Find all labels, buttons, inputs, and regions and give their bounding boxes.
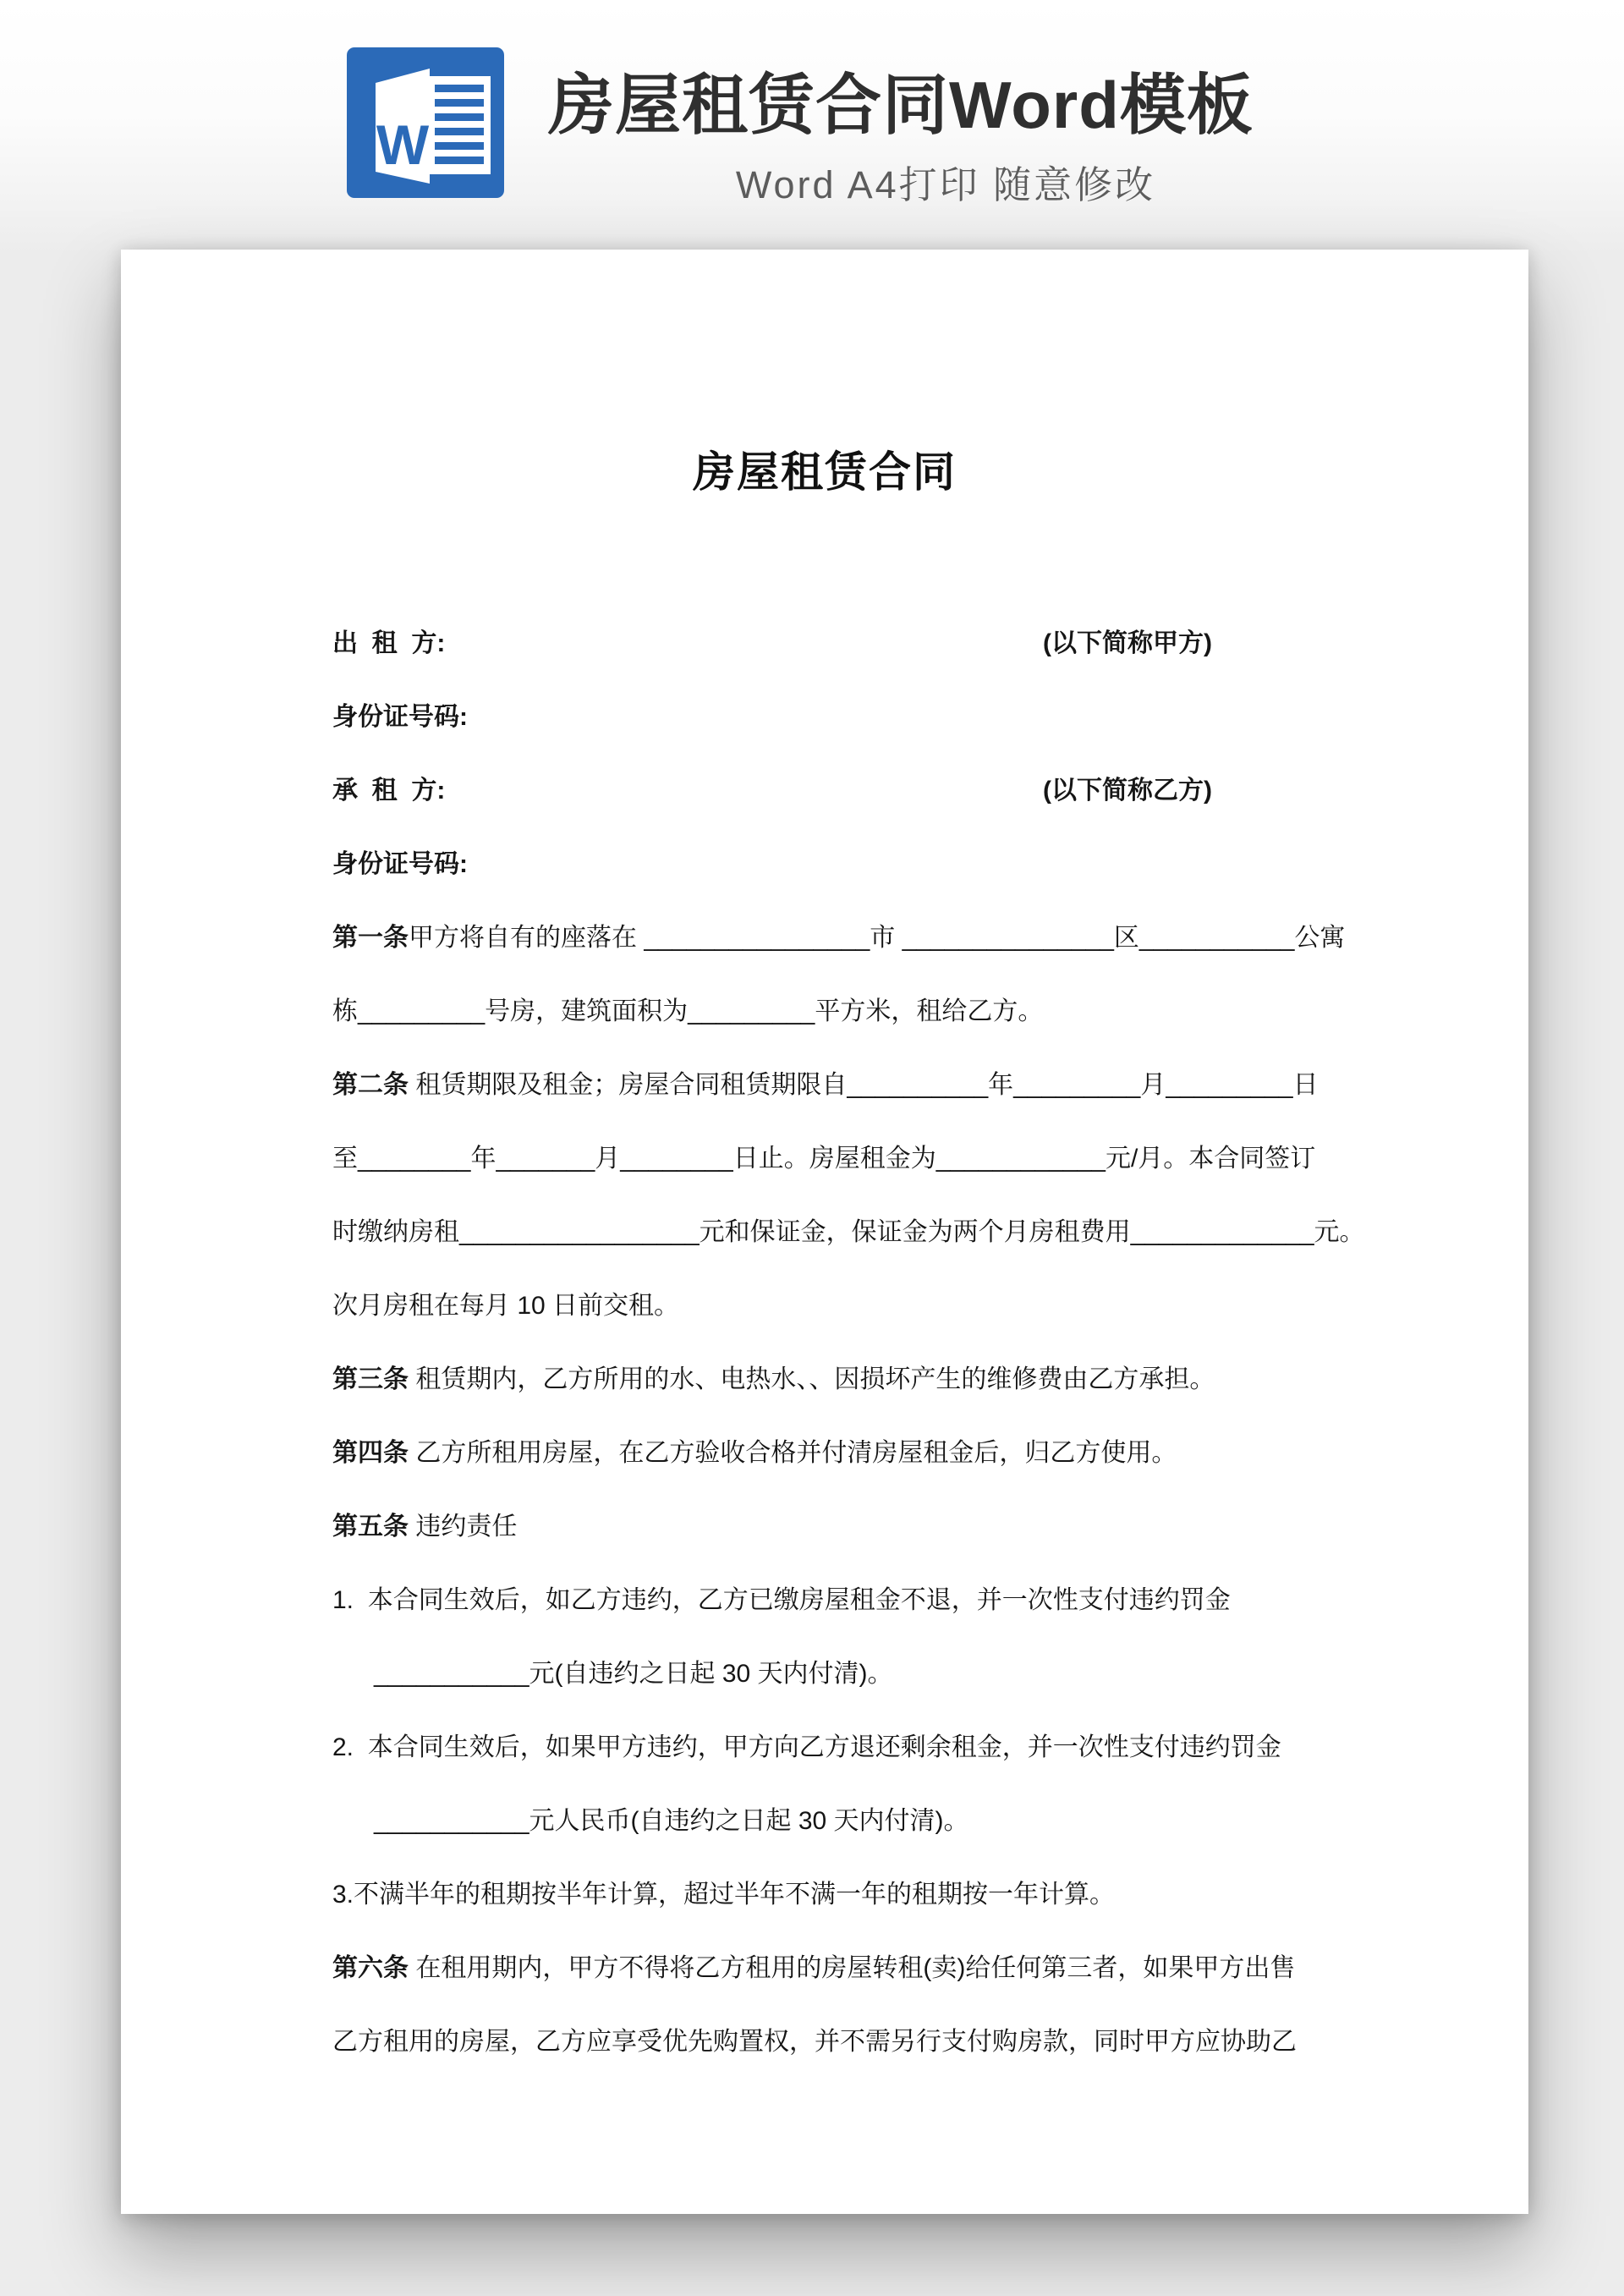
lessee-alias-label: (以下简称乙方) [1043, 777, 1212, 805]
doc-line-article2-1: 第二条 租赁期限及租金；房屋合同租赁期限自__________年_________月_________日 [332, 1071, 1319, 1099]
word-icon-graphic [347, 47, 504, 198]
doc-line-item2-2: ___________元人民币(自违约之日起 30 天内付清)。 [374, 1807, 969, 1835]
doc-line-article2-4: 次月房租在每月 10 日前交租。 [332, 1292, 680, 1320]
doc-line-item1-1: 1. 本合同生效后，如乙方违约，乙方已缴房屋租金不退，并一次性支付违约罚金 [332, 1586, 1231, 1614]
doc-line-lessee: 承 租 方: (以下简称乙方) [332, 754, 1317, 827]
document-page [121, 250, 1528, 2214]
doc-line-article4: 第四条 乙方所租用房屋，在乙方验收合格并付清房屋租金后，归乙方使用。 [332, 1439, 1177, 1467]
page-subtitle: Word A4打印 随意修改 [735, 163, 1156, 206]
page-header [0, 0, 1624, 254]
word-icon [347, 47, 504, 198]
doc-line-lessee-id: 身份证号码: [332, 850, 468, 878]
document-body [332, 607, 1365, 2079]
doc-line-item2-1: 2. 本合同生效后，如果甲方违约，甲方向乙方退还剩余租金，并一次性支付违约罚金 [332, 1733, 1281, 1761]
doc-line-article1-2: 栋_________号房，建筑面积为_________平方米，租给乙方。 [332, 997, 1044, 1025]
document-title: 房屋租赁合同 [693, 448, 957, 496]
doc-line-lessor-id: 身份证号码: [332, 703, 468, 731]
doc-line-article5: 第五条 违约责任 [332, 1513, 518, 1541]
doc-line-article6-1: 第六条 在租用期内，甲方不得将乙方租用的房屋转租(卖)给任何第三者，如果甲方出售 [332, 1954, 1296, 1982]
doc-line-article1-1: 第一条甲方将自有的座落在 ________________市 _______________区___________公寓 [332, 924, 1346, 952]
doc-line-item3: 3.不满半年的租期按半年计算，超过半年不满一年的租期按一年计算。 [332, 1881, 1116, 1909]
doc-line-lessor: 出 租 方: (以下简称甲方) [332, 607, 1317, 680]
svg-text:W: W [376, 113, 430, 176]
doc-line-article2-2: 至________年_______月________日止。房屋租金为____________元/月。本合同签订 [332, 1145, 1316, 1173]
page-title: 房屋租赁合同Word模板 [548, 68, 1254, 142]
doc-line-item1-2: ___________元(自违约之日起 30 天内付清)。 [374, 1660, 893, 1688]
lessor-alias-label: (以下简称甲方) [1043, 629, 1212, 657]
doc-line-article3: 第三条 租赁期内，乙方所用的水、电热水、、因损坏产生的维修费由乙方承担。 [332, 1365, 1215, 1393]
doc-line-article2-3: 时缴纳房租_________________元和保证金，保证金为两个月房租费用_____________元。 [332, 1218, 1365, 1246]
doc-line-article6-2: 乙方租用的房屋，乙方应享受优先购置权，并不需另行支付购房款，同时甲方应协助乙 [332, 2028, 1297, 2056]
